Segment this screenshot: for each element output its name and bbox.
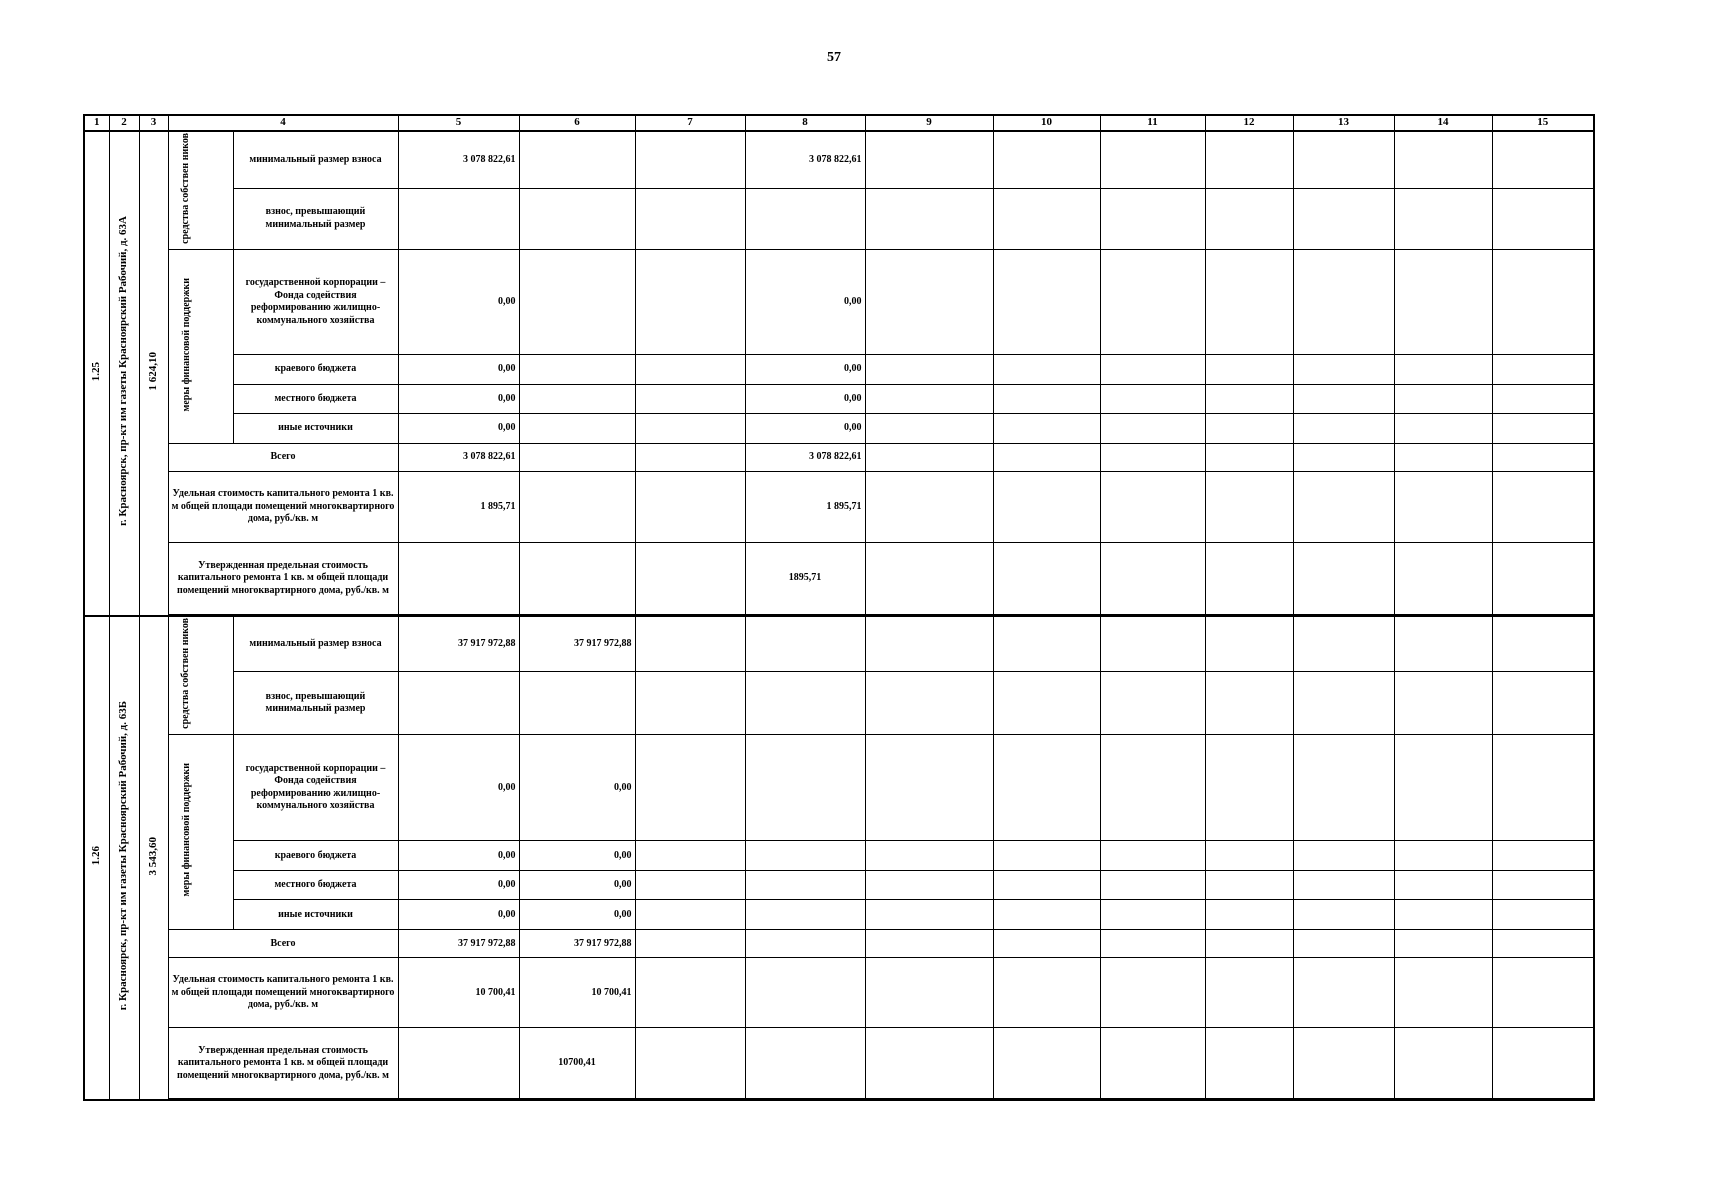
- row-label-total: Всего: [168, 930, 398, 958]
- cell: 37 917 972,88: [519, 616, 635, 672]
- row-label-total: Всего: [168, 444, 398, 472]
- header-col-6: 6: [519, 115, 635, 131]
- table-row: [84, 958, 1594, 1028]
- group-owners: средства собствен ников: [168, 616, 233, 735]
- cell: 1 895,71: [398, 472, 519, 543]
- group-support: меры финансовой поддержки: [168, 735, 233, 930]
- table-row: [84, 188, 1594, 249]
- header-col-9: 9: [865, 115, 993, 131]
- group-support: меры финансовой поддержки: [168, 250, 233, 444]
- header-col-5: 5: [398, 115, 519, 131]
- record-area: 1 624,10: [139, 131, 168, 616]
- row-label-over-fee: взнос, превышающий минимальный размер: [233, 188, 398, 249]
- row-label-other: иные источники: [233, 900, 398, 930]
- table-row: [84, 672, 1594, 735]
- header-col-12: 12: [1205, 115, 1293, 131]
- row-label-max-cost: Утвержденная предельная стоимость капитального ремонта 1 кв. м общей площади помещений многоквартирного дома, руб./кв. м: [168, 543, 398, 615]
- cell: 0,00: [519, 871, 635, 900]
- page-number: 57: [827, 50, 841, 65]
- cell: 0,00: [398, 385, 519, 414]
- table-row: [84, 841, 1594, 871]
- header-col-1: 1: [84, 115, 109, 131]
- table-row: [84, 1028, 1594, 1099]
- header-col-2: 2: [109, 115, 139, 131]
- cell: 37 917 972,88: [398, 616, 519, 672]
- cell: 3 078 822,61: [398, 131, 519, 189]
- row-label-regional: краевого бюджета: [233, 355, 398, 385]
- table-row: [84, 444, 1594, 472]
- cell: 0,00: [398, 414, 519, 444]
- cell: 10700,41: [519, 1028, 635, 1099]
- header-col-15: 15: [1492, 115, 1594, 131]
- cell: 1895,71: [745, 543, 865, 615]
- cell: 0,00: [745, 414, 865, 444]
- cell: 0,00: [519, 735, 635, 841]
- row-label-local: местного бюджета: [233, 871, 398, 900]
- cell: 0,00: [519, 900, 635, 930]
- table-row: [84, 900, 1594, 930]
- row-label-unit-cost: Удельная стоимость капитального ремонта 1 кв. м общей площади помещений многоквартирного дома, руб./кв. м: [168, 958, 398, 1028]
- table-row: [84, 250, 1594, 355]
- cell: 0,00: [745, 250, 865, 355]
- cell: 0,00: [398, 871, 519, 900]
- record-number: 1.26: [84, 616, 109, 1100]
- cell: 0,00: [398, 900, 519, 930]
- record-address: г. Красноярск, пр-кт им газеты Красноярский Рабочий, д. 63Б: [109, 616, 139, 1100]
- table-row: [84, 472, 1594, 543]
- table-row: [84, 871, 1594, 900]
- header-col-3: 3: [139, 115, 168, 131]
- cell: 0,00: [745, 355, 865, 385]
- table-row: [84, 930, 1594, 958]
- row-label-local: местного бюджета: [233, 385, 398, 414]
- row-label-min-fee: минимальный размер взноса: [233, 131, 398, 189]
- header-col-7: 7: [635, 115, 745, 131]
- header-col-8: 8: [745, 115, 865, 131]
- table-row: [84, 131, 1594, 189]
- row-label-gk-fund: государственной корпорации – Фонда содействия реформированию жилищно-коммунального хозяйства: [233, 250, 398, 355]
- cell: 3 078 822,61: [745, 131, 865, 189]
- row-label-regional: краевого бюджета: [233, 841, 398, 871]
- header-col-10: 10: [993, 115, 1100, 131]
- row-label-min-fee: минимальный размер взноса: [233, 616, 398, 672]
- cell: 3 078 822,61: [398, 444, 519, 472]
- cell: 0,00: [398, 735, 519, 841]
- cell: 0,00: [519, 841, 635, 871]
- table-row: [84, 385, 1594, 414]
- group-owners: средства собствен ников: [168, 131, 233, 250]
- cell: 3 078 822,61: [745, 444, 865, 472]
- record-address: г. Красноярск, пр-кт им газеты Красноярский Рабочий, д. 63А: [109, 131, 139, 616]
- row-label-max-cost: Утвержденная предельная стоимость капитального ремонта 1 кв. м общей площади помещений многоквартирного дома, руб./кв. м: [168, 1028, 398, 1099]
- cell: 1 895,71: [745, 472, 865, 543]
- cell: 10 700,41: [398, 958, 519, 1028]
- table-row: [84, 735, 1594, 841]
- header-col-14: 14: [1394, 115, 1492, 131]
- cell: 0,00: [398, 355, 519, 385]
- row-label-unit-cost: Удельная стоимость капитального ремонта 1 кв. м общей площади помещений многоквартирного дома, руб./кв. м: [168, 472, 398, 543]
- row-label-over-fee: взнос, превышающий минимальный размер: [233, 672, 398, 735]
- header-col-11: 11: [1100, 115, 1205, 131]
- cell: 37 917 972,88: [519, 930, 635, 958]
- header-col-13: 13: [1293, 115, 1394, 131]
- table-row: [84, 543, 1594, 615]
- cell: 0,00: [398, 841, 519, 871]
- table-row: [84, 355, 1594, 385]
- record-number: 1.25: [84, 131, 109, 616]
- cell: 37 917 972,88: [398, 930, 519, 958]
- table-row: [84, 616, 1594, 672]
- row-label-gk-fund: государственной корпорации – Фонда содействия реформированию жилищно-коммунального хозяйства: [233, 735, 398, 841]
- row-label-other: иные источники: [233, 414, 398, 444]
- capital-repair-table: [83, 114, 1595, 1101]
- table-row: [84, 414, 1594, 444]
- header-row: [84, 115, 1594, 131]
- cell: 0,00: [398, 250, 519, 355]
- cell: 10 700,41: [519, 958, 635, 1028]
- header-col-4: 4: [168, 115, 398, 131]
- record-area: 3 543,60: [139, 616, 168, 1100]
- cell: 0,00: [745, 385, 865, 414]
